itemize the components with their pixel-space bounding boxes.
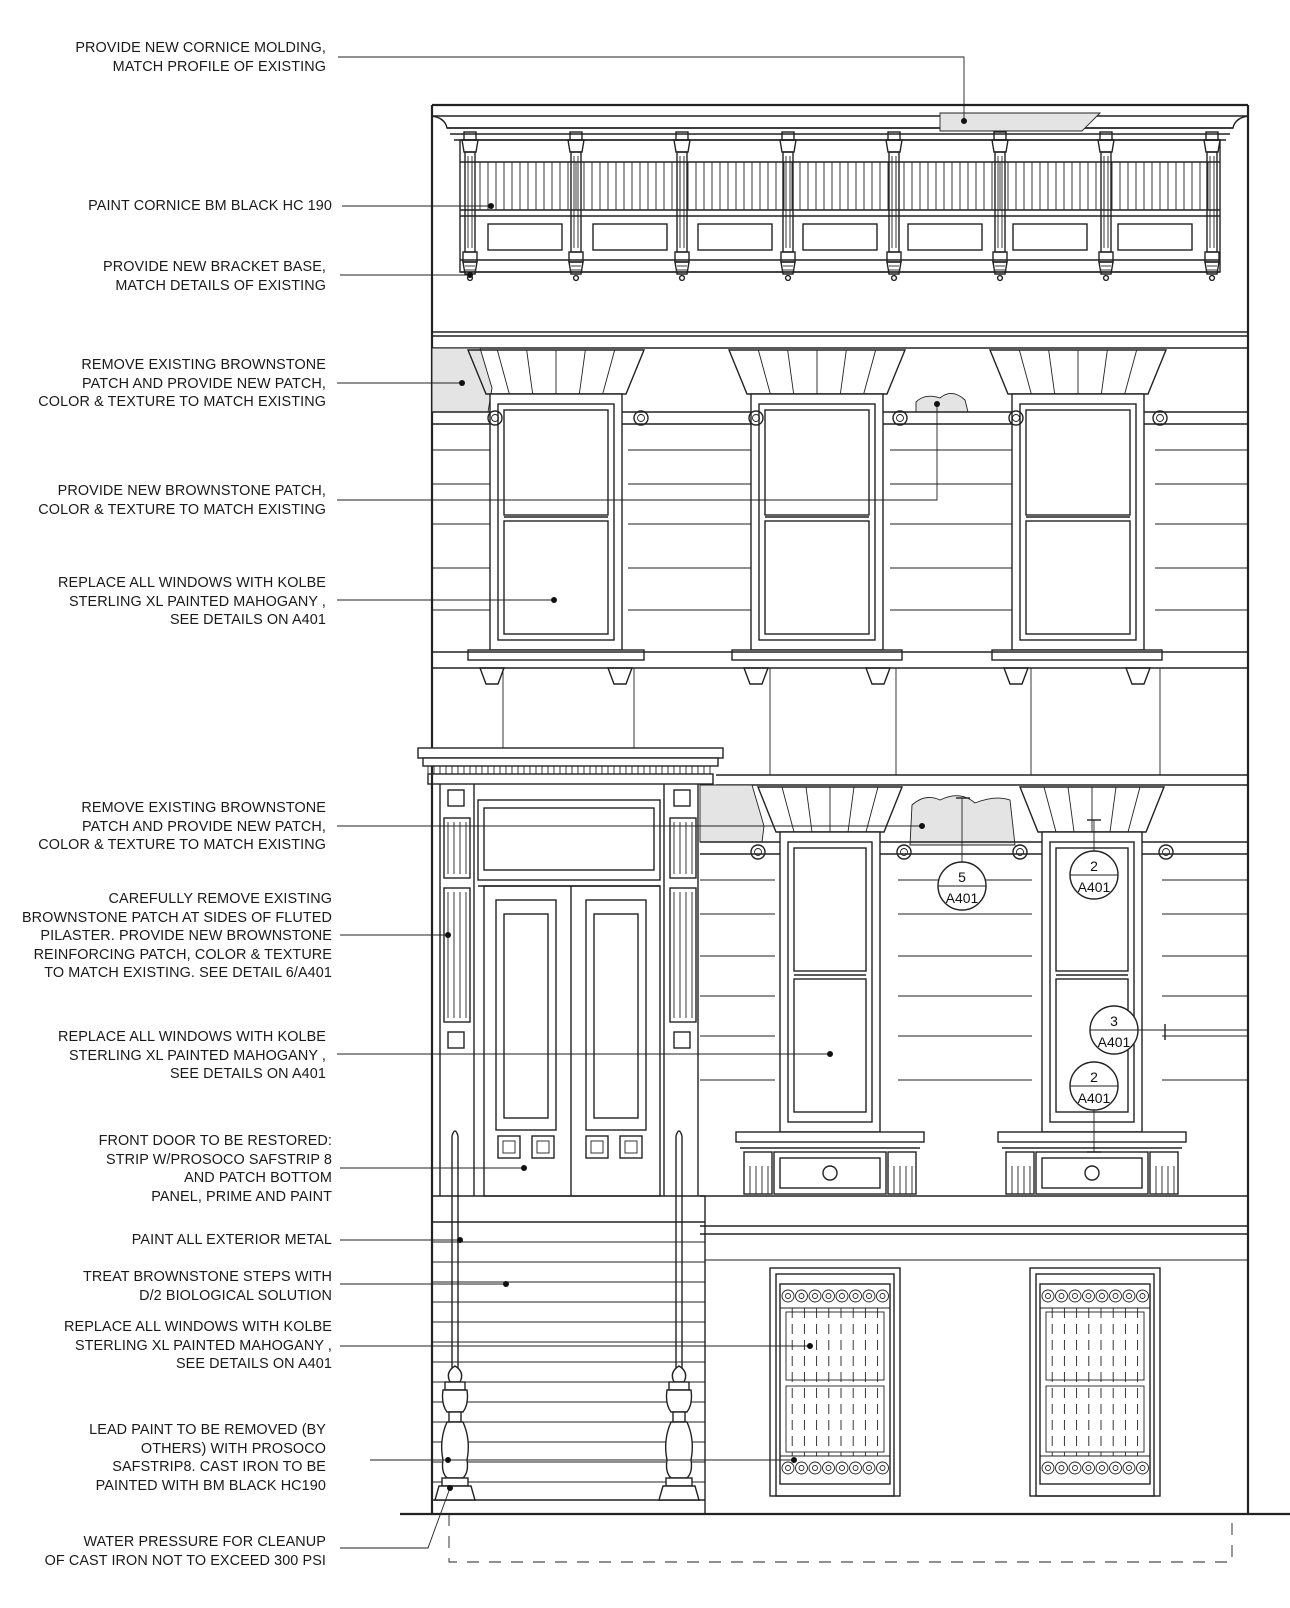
detail-tag-2b-number: 2 bbox=[1090, 1069, 1098, 1085]
garden-level bbox=[705, 1260, 1248, 1496]
detail-tag-5-number: 5 bbox=[958, 869, 966, 885]
stoop-steps bbox=[432, 1196, 705, 1514]
foundation-dashed bbox=[449, 1514, 1232, 1562]
detail-tag-2b-sheet: A401 bbox=[1077, 1090, 1111, 1106]
note-paint-cornice: PAINT CORNICE BM BLACK HC 190 bbox=[88, 198, 332, 214]
note-exterior-metal: PAINT ALL EXTERIOR METAL bbox=[131, 1232, 332, 1248]
note-pilaster: CAREFULLY REMOVE EXISTING BROWNSTONE PATCH AT SIDES OF FLUTED PILASTER. PROVIDE NEW BROWNSTONE REINFORCING PATCH, COLOR & TEXTURE TO MATCH EXISTING. SEE DETAIL 6/A401 bbox=[21, 891, 332, 982]
note-bracket-base: PROVIDE NEW BRACKET BASE, MATCH DETAILS OF EXISTING bbox=[103, 259, 326, 294]
note-windows-top: REPLACE ALL WINDOWS WITH KOLBE STERLING XL PAINTED MAHOGANY , SEE DETAILS ON A401 bbox=[58, 575, 326, 629]
detail-tag-3-sheet: A401 bbox=[1097, 1034, 1131, 1050]
cornice bbox=[432, 113, 1248, 348]
upper-floor bbox=[432, 348, 1248, 785]
detail-tag-2a-number: 2 bbox=[1090, 858, 1098, 874]
detail-tag-3-number: 3 bbox=[1110, 1013, 1118, 1029]
note-water-pressure: WATER PRESSURE FOR CLEANUP OF CAST IRON NOT TO EXCEED 300 PSI bbox=[44, 1534, 326, 1569]
note-new-patch: PROVIDE NEW BROWNSTONE PATCH, COLOR & TEXTURE TO MATCH EXISTING bbox=[38, 483, 326, 518]
note-remove-patch-parlor: REMOVE EXISTING BROWNSTONE PATCH AND PROVIDE NEW PATCH, COLOR & TEXTURE TO MATCH EXISTING bbox=[38, 800, 326, 854]
note-cornice-molding: PROVIDE NEW CORNICE MOLDING, MATCH PROFILE OF EXISTING bbox=[75, 40, 326, 75]
note-windows-parlor: REPLACE ALL WINDOWS WITH KOLBE STERLING XL PAINTED MAHOGANY , SEE DETAILS ON A401 bbox=[58, 1029, 326, 1083]
note-steps: TREAT BROWNSTONE STEPS WITH D/2 BIOLOGICAL SOLUTION bbox=[83, 1269, 332, 1304]
note-lead-paint: LEAD PAINT TO BE REMOVED (BY OTHERS) WITH PROSOCO SAFSTRIP8. CAST IRON TO BE PAINTED WITH BM BLACK HC190 bbox=[89, 1422, 326, 1494]
parlor-floor bbox=[700, 785, 1248, 1234]
detail-tag-3 bbox=[1090, 1006, 1248, 1054]
detail-tag-2a-sheet: A401 bbox=[1077, 879, 1111, 895]
note-windows-garden: REPLACE ALL WINDOWS WITH KOLBE STERLING XL PAINTED MAHOGANY , SEE DETAILS ON A401 bbox=[64, 1319, 332, 1373]
entrance-portico bbox=[418, 748, 723, 1382]
detail-tag-5-sheet: A401 bbox=[945, 890, 979, 906]
note-remove-patch-upper: REMOVE EXISTING BROWNSTONE PATCH AND PROVIDE NEW PATCH, COLOR & TEXTURE TO MATCH EXISTING bbox=[38, 357, 326, 411]
note-front-door: FRONT DOOR TO BE RESTORED: STRIP W/PROSOCO SAFSTRIP 8 AND PATCH BOTTOM PANEL, PRIME AND PAINT bbox=[98, 1133, 332, 1205]
